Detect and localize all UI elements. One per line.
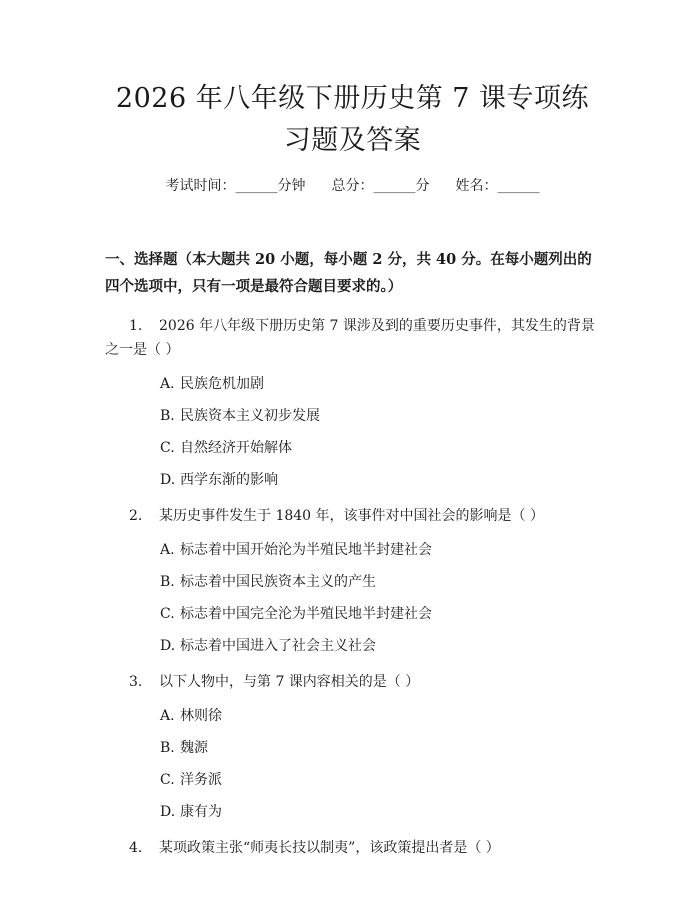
question-number: 4. [129, 840, 143, 856]
question-text: 2026 年八年级下册历史第 7 课涉及到的重要历史事件，其发生的背景之一是（ ） [105, 318, 595, 358]
question-1 [105, 314, 600, 490]
option-list [105, 540, 600, 656]
option-list [105, 374, 600, 490]
question-text: 某项政策主张“师夷长技以制夷”，该政策提出者是（ ） [159, 840, 500, 856]
option-a: A. 标志着中国开始沦为半殖民地半封建社会 [160, 542, 432, 558]
option-d: D. 康有为 [160, 804, 222, 820]
question-number: 2. [129, 508, 143, 524]
option-c: C. 标志着中国完全沦为半殖民地半封建社会 [160, 606, 432, 622]
question-4 [105, 836, 600, 860]
question-stem [105, 836, 600, 860]
option-list [105, 706, 600, 822]
option-b: B. 民族资本主义初步发展 [160, 408, 320, 424]
question-stem [105, 314, 600, 362]
option-a: A. 民族危机加剧 [160, 376, 264, 392]
question-stem [105, 670, 600, 694]
question-3 [105, 670, 600, 822]
option-d: D. 标志着中国进入了社会主义社会 [160, 638, 376, 654]
option-d: D. 西学东渐的影响 [160, 472, 278, 488]
option-a: A. 林则徐 [160, 708, 222, 724]
option-b: B. 魏源 [160, 740, 208, 756]
question-number: 1. [129, 318, 143, 334]
document-title: 2026 年八年级下册历史第 7 课专项练习题及答案 [115, 83, 590, 156]
exam-meta [105, 176, 600, 196]
question-text: 某历史事件发生于 1840 年，该事件对中国社会的影响是（ ） [159, 508, 544, 524]
question-text: 以下人物中，与第 7 课内容相关的是（ ） [159, 674, 420, 690]
total-score-label: 总分：______分 [331, 178, 430, 194]
question-list [105, 314, 600, 860]
student-name-label: 姓名：______ [455, 178, 540, 194]
question-stem [105, 504, 600, 528]
option-c: C. 自然经济开始解体 [160, 440, 292, 456]
question-number: 3. [129, 674, 143, 690]
question-2 [105, 504, 600, 656]
option-c: C. 洋务派 [160, 772, 222, 788]
exam-time-label: 考试时间：______分钟 [165, 178, 306, 194]
section-title: 一、选择题（本大题共 20 小题，每小题 2 分，共 40 分。在每小题列出的四个选项中，只有一项是最符合题目要求的。） [105, 251, 592, 295]
option-b: B. 标志着中国民族资本主义的产生 [160, 574, 376, 590]
